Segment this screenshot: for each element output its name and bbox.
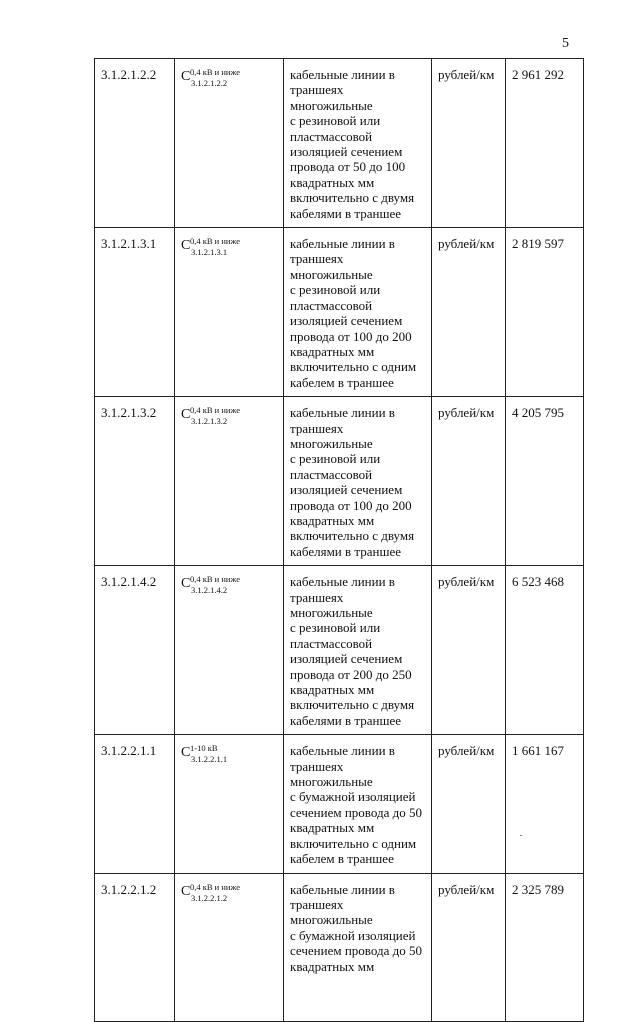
row-unit: рублей/км [432, 397, 506, 566]
description-line: провода от 100 до 200 [290, 328, 412, 344]
row-symbol-cell [175, 397, 284, 566]
row-value: 6 523 468 [506, 566, 584, 735]
rate-symbol [181, 236, 281, 256]
description-line: траншеях многожильные [290, 251, 373, 282]
description-line: кабельные линии в [290, 67, 395, 82]
symbol-voltage-superscript: 0,4 кВ и ниже [190, 405, 240, 416]
row-value: 2 819 597 [506, 228, 584, 397]
row-code: 3.1.2.2.1.2 [95, 873, 175, 1021]
row-code: 3.1.2.2.1.1 [95, 735, 175, 873]
row-symbol-cell [175, 566, 284, 735]
description-line: изоляцией сечением [290, 651, 403, 667]
description-line: кабелями в траншее [290, 543, 402, 559]
rate-symbol [181, 67, 281, 87]
table-row [95, 397, 584, 566]
row-description [284, 59, 432, 228]
description-line: провода от 100 до 200 [290, 497, 412, 513]
symbol-voltage-superscript: 0,4 кВ и ниже [190, 574, 240, 585]
symbol-base: C [181, 883, 191, 899]
symbol-voltage-superscript: 0,4 кВ и ниже [190, 67, 240, 77]
description-line: с бумажной изоляцией [290, 789, 416, 805]
description-line: пластмассовой [290, 297, 373, 313]
description-line: квадратных мм [290, 512, 375, 528]
row-symbol-cell [175, 59, 284, 228]
row-description [284, 735, 432, 873]
description-line: включительно с двумя [290, 697, 415, 713]
symbol-base: C [181, 745, 191, 761]
description-line: кабелем в траншее [290, 851, 394, 867]
symbol-base: C [181, 407, 191, 423]
description-line: изоляцией сечением [290, 313, 403, 329]
scan-speck [520, 835, 522, 836]
row-value: 2 325 789 [506, 873, 584, 1021]
description-line: с резиновой или [290, 620, 381, 636]
table-row [95, 873, 584, 1021]
description-line: пластмассовой [290, 635, 373, 651]
description-line: с резиновой или [290, 113, 381, 129]
rate-symbol [181, 882, 281, 902]
description-line: сечением провода до 50 [290, 943, 422, 959]
description-line: включительно с одним [290, 835, 417, 851]
table-body [95, 59, 584, 1022]
description-line: кабелем в траншее [290, 374, 394, 390]
row-unit: рублей/км [432, 228, 506, 397]
table-row [95, 59, 584, 228]
description-line: кабелями в траншее [290, 712, 402, 728]
description-line: изоляцией сечением [290, 482, 403, 498]
rate-symbol [181, 405, 281, 425]
description-line: квадратных мм [290, 174, 375, 190]
description-line: кабелями в траншее [290, 205, 402, 221]
rate-symbol [181, 574, 281, 594]
rate-symbol [181, 743, 281, 763]
symbol-code-subscript: 3.1.2.1.2.2 [191, 78, 228, 88]
description-line: кабельные линии в [290, 574, 395, 590]
description-line: изоляцией сечением [290, 144, 403, 160]
description-line: с резиновой или [290, 451, 381, 467]
row-description [284, 397, 432, 566]
row-unit: рублей/км [432, 566, 506, 735]
symbol-code-subscript: 3.1.2.1.3.1 [191, 247, 228, 258]
description-line: траншеях многожильные [290, 896, 373, 928]
symbol-base: C [181, 69, 191, 84]
description-line: квадратных мм [290, 682, 375, 698]
symbol-voltage-superscript: 0,4 кВ и ниже [190, 236, 240, 247]
description-line: кабельные линии в [290, 405, 395, 421]
symbol-code-subscript: 3.1.2.2.1.2 [191, 892, 228, 903]
description-line: кабельные линии в [290, 881, 395, 897]
row-unit: рублей/км [432, 873, 506, 1021]
description-line: траншеях многожильные [290, 589, 373, 620]
description-line: пластмассовой [290, 466, 373, 482]
symbol-base: C [181, 576, 191, 592]
row-unit: рублей/км [432, 735, 506, 873]
description-line: с резиновой или [290, 282, 381, 298]
row-code: 3.1.2.1.2.2 [95, 59, 175, 228]
row-value: 1 661 167 [506, 735, 584, 873]
description-line: квадратных мм [290, 958, 375, 974]
description-line: провода от 50 до 100 [290, 159, 406, 175]
row-symbol-cell [175, 735, 284, 873]
row-value: 4 205 795 [506, 397, 584, 566]
row-unit: рублей/км [432, 59, 506, 228]
description-line: включительно с двумя [290, 528, 415, 544]
tariff-table [94, 58, 584, 1022]
table-row [95, 735, 584, 873]
symbol-code-subscript: 3.1.2.2.1.1 [191, 754, 228, 765]
row-code: 3.1.2.1.3.1 [95, 228, 175, 397]
description-line: квадратных мм [290, 820, 375, 836]
description-line: включительно с двумя [290, 190, 415, 206]
description-line: включительно с одним [290, 359, 417, 375]
description-line: провода от 200 до 250 [290, 666, 412, 682]
description-line: траншеях многожильные [290, 82, 373, 113]
description-line: пластмассовой [290, 128, 373, 144]
symbol-voltage-superscript: 0,4 кВ и ниже [190, 881, 240, 892]
row-description [284, 566, 432, 735]
description-line: траншеях многожильные [290, 420, 373, 451]
symbol-base: C [181, 238, 191, 254]
row-description [284, 228, 432, 397]
symbol-code-subscript: 3.1.2.1.3.2 [191, 416, 228, 427]
symbol-code-subscript: 3.1.2.1.4.2 [191, 585, 228, 596]
row-symbol-cell [175, 228, 284, 397]
row-value: 2 961 292 [506, 59, 584, 228]
row-code: 3.1.2.1.3.2 [95, 397, 175, 566]
row-symbol-cell [175, 873, 284, 1021]
description-line: квадратных мм [290, 343, 375, 359]
description-line: кабельные линии в [290, 236, 395, 252]
page-number: 5 [562, 36, 569, 51]
description-line: траншеях многожильные [290, 758, 373, 790]
symbol-voltage-superscript: 1-10 кВ [190, 743, 218, 754]
description-line: сечением провода до 50 [290, 804, 422, 820]
row-description [284, 873, 432, 1021]
row-code: 3.1.2.1.4.2 [95, 566, 175, 735]
table-row [95, 566, 584, 735]
description-line: с бумажной изоляцией [290, 927, 416, 943]
description-line: кабельные линии в [290, 743, 395, 759]
table-row [95, 228, 584, 397]
